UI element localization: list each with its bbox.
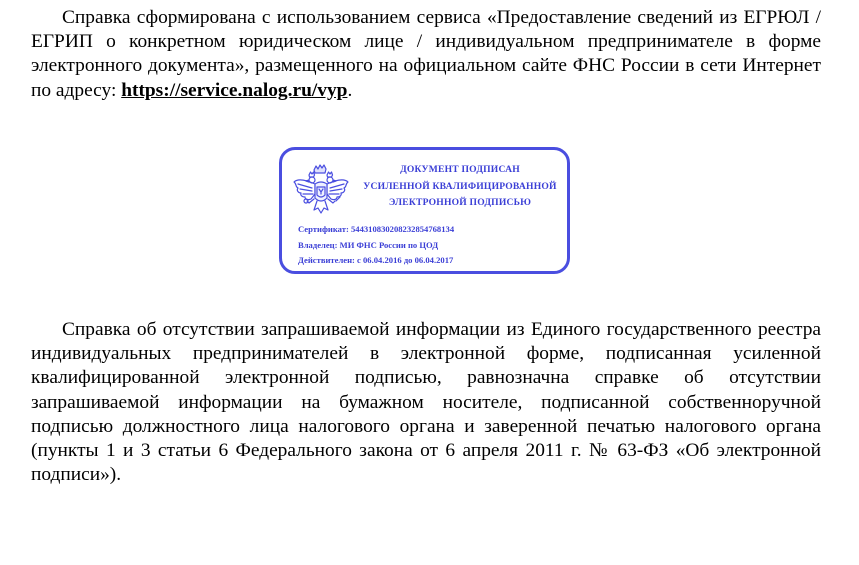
stamp-certificate: Сертификат: 544310830208232854768134 [298,224,455,234]
stamp-title [354,162,566,212]
legal-equivalence-text: Справка об отсутствии запрашиваемой информации из Единого государственного реестра индивидуальных предпринимателей в электронной форме, подписанная усиленной квалифицированной электронной подписью, равнозначна справке об отсутствии запрашиваемой информации на бумажном носителе, подписанной собственноручной подписью должностного лица налогового органа и заверенной печатью налогового органа (пункты 1 и 3 статьи 6 Федерального закона от 6 апреля 2011 г. № 63-ФЗ «Об электронной подписи»). [31,319,821,486]
stamp-owner: Владелец: МИ ФНС России по ЦОД [298,239,439,250]
service-url-link[interactable]: https://service.nalog.ru/vyp [121,79,348,101]
legal-equivalence-paragraph [31,318,821,487]
stamp-title-line1: ДОКУМЕНТ ПОДПИСАН [400,164,520,175]
stamp-title-line3: ЭЛЕКТРОННОЙ ПОДПИСЬЮ [388,197,532,208]
stamp-title-line2: УСИЛЕННОЙ КВАЛИФИЦИРОВАННОЙ [363,180,557,192]
service-notice-text: Справка сформирована с использованием сервиса «Предоставление сведений из ЕГРЮЛ / ЕГРИП о конкретном юридическом лице / индивидуальном предпринимателе в форме электронного документа», размещенного на официальном сайте ФНС России в сети Интернет по адресу: [31,7,821,101]
stamp-details [298,222,454,269]
russian-eagle-emblem-icon [290,160,352,222]
service-notice-ending: . [347,79,353,101]
stamp-validity: Действителен: с 06.04.2016 до 06.04.2017 [298,255,454,265]
electronic-signature-stamp [279,147,570,274]
service-notice-paragraph [31,6,821,103]
